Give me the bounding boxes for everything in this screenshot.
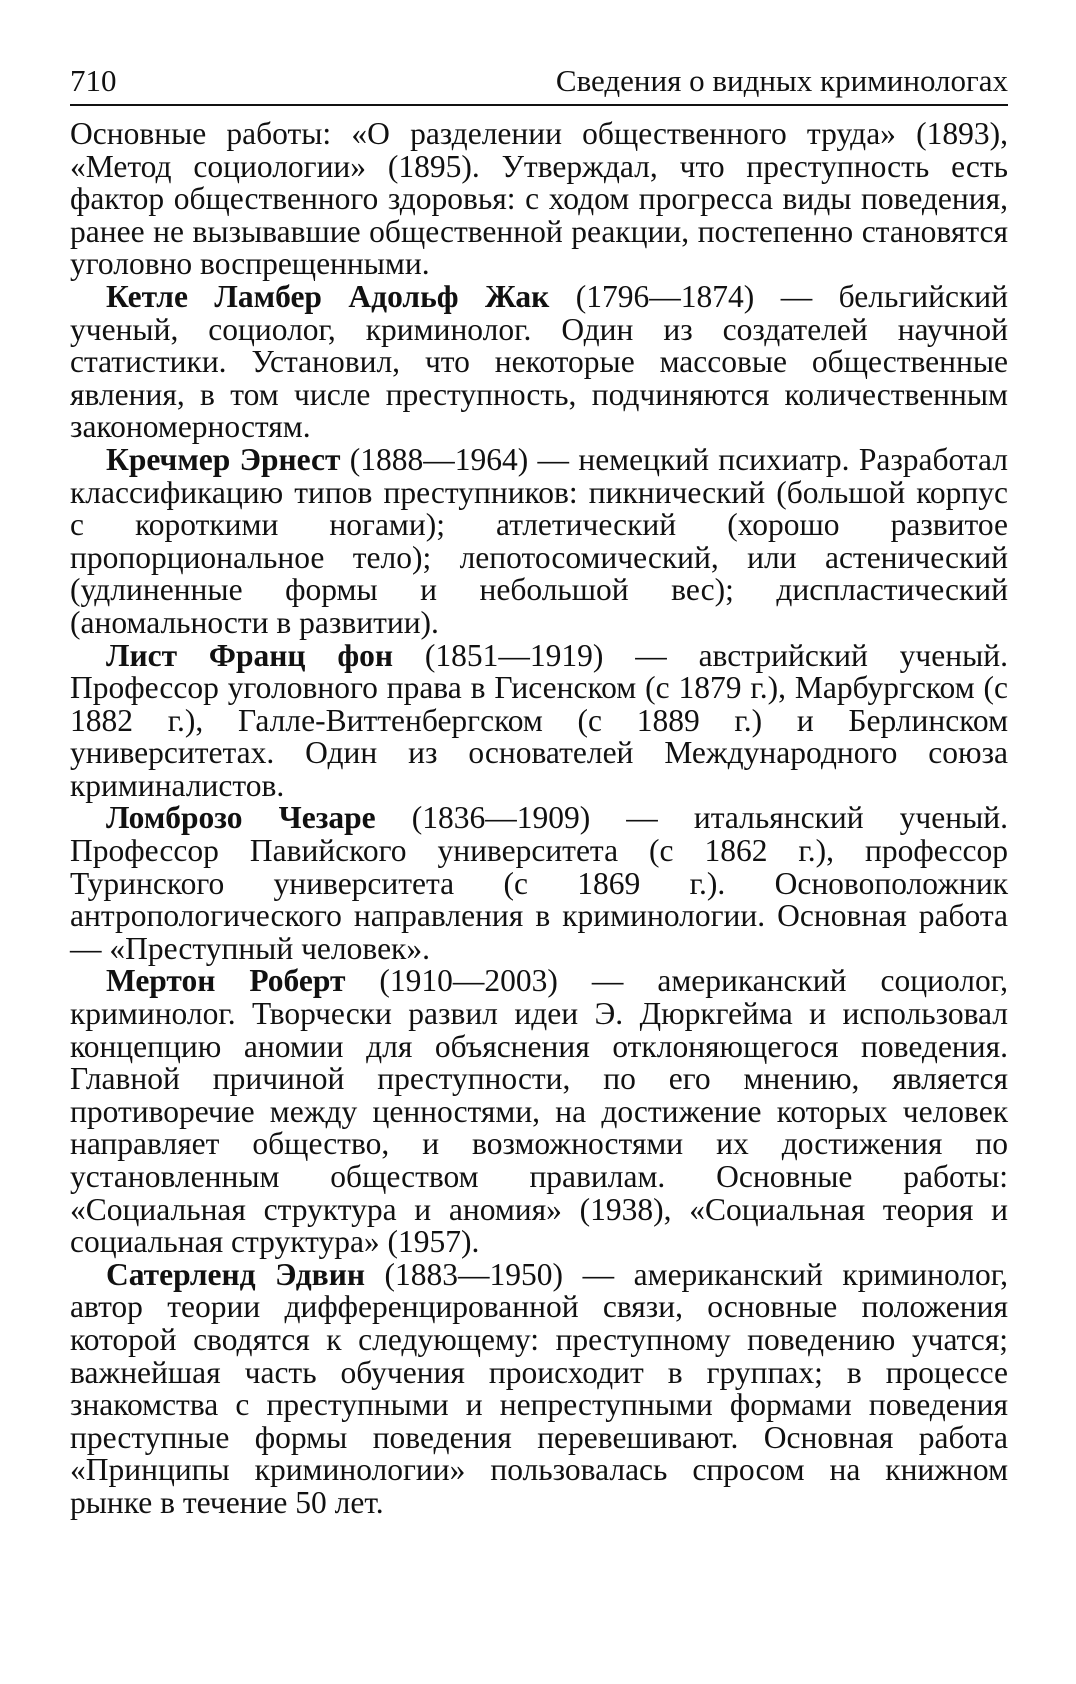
entry-name: Кречмер Эрнест: [106, 441, 341, 477]
entry-name: Сатерленд Эдвин: [106, 1256, 365, 1292]
entry-name: Ломброзо Чезаре: [106, 800, 376, 836]
entry-quetelet: [70, 278, 1008, 445]
entry-kretschmer: [70, 441, 1008, 640]
entry-lombroso: [70, 802, 1008, 965]
entry-name: Кетле Ламбер Адольф Жак: [106, 278, 550, 314]
entry-liszt: [70, 637, 1008, 803]
page-number: 710: [70, 63, 117, 98]
entry-text: (1910—2003) — американский социолог, криминолог. Творчески развил идеи Э. Дюркгейма и использовал концепцию аномии для объяснения отклоняющегося поведения. Главной причиной преступности, по его мнению, является противоречие между ценностями, на достижение которых человек направляет общество, и возможностями их достижения по установленным обществом правилам. Основные работы: «Социальная структура и аномия» (1938), «Социальная теория и социальная структура» (1957).: [70, 963, 1008, 1260]
entry-merton: [70, 965, 1008, 1258]
entry-text: (1888—1964) — немецкий психиатр. Разработал классификацию типов преступников: пикнический (большой корпус с короткими ногами); атлетический (хорошо развитое пропорциональное тело); лепотосомический, или астенический (удлиненные формы и небольшой вес); диспластический (аномальности в развитии).: [70, 441, 1008, 640]
running-head: [70, 62, 1008, 106]
body-text: [70, 118, 1008, 1520]
entry-sutherland: [70, 1256, 1008, 1520]
entry-text: (1851—1919) — австрийский ученый. Профессор уголовного права в Гисенском (с 1879 г.), Марбургском (с 1882 г.), Галле-Виттенбергском (с 1889 г.) и Берлинском университетах. Один из основателей Международного союза криминалистов.: [70, 637, 1008, 803]
entry-name: Мертон Роберт: [106, 963, 346, 999]
entry-text: (1883—1950) — американский криминолог, автор теории дифференцированной связи, основные положения которой сводятся к следующему: преступному поведению учатся; важнейшая часть обучения происходит в группах; в процессе знакомства с преступными и непреступными формами поведения преступные формы поведения перевешивают. Основная работа «Принципы криминологии» пользовалась спросом на книжном рынке в течение 50 лет.: [70, 1256, 1008, 1520]
continuation-paragraph: Основные работы: «О разделении общественного труда» (1893), «Метод социологии» (1895). Утверждал, что преступность есть фактор общественного здоровья: с ходом прогресса виды поведения, ранее не вызывавшие общественной реакции, постепенно становятся уголовно воспрещенными.: [70, 116, 1008, 282]
entry-text: (1836—1909) — итальянский ученый. Профессор Павийского университета (с 1862 г.), профессор Туринского университета (с 1869 г.). Основоположник антропологического направления в криминологии. Основная работа — «Преступный человек».: [70, 800, 1008, 966]
entry-name: Лист Франц фон: [106, 637, 394, 673]
entry-text: (1796—1874) — бельгийский ученый, социолог, криминолог. Один из создателей научной статистики. Установил, что некоторые массовые общественные явления, в том числе преступность, подчиняются количественным закономерностям.: [70, 278, 1008, 445]
running-title: Сведения о видных криминологах: [555, 63, 1008, 98]
